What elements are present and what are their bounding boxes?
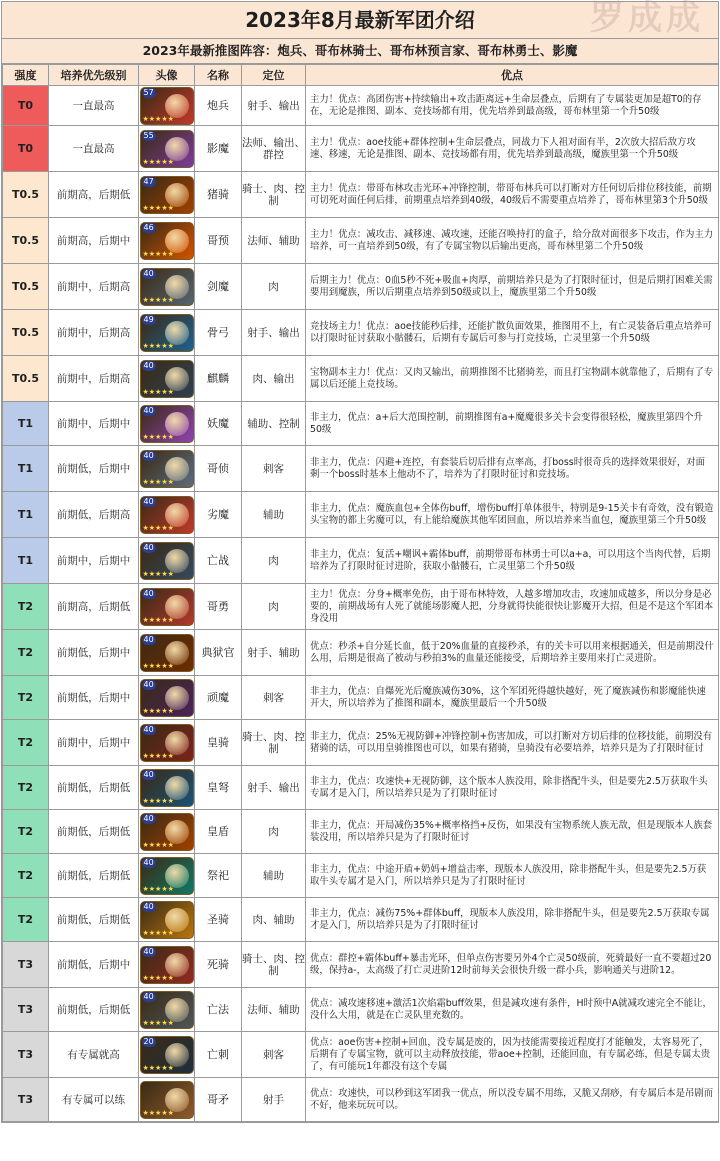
avatar-cell: [139, 630, 195, 676]
legion-avatar: [140, 496, 194, 534]
star-rating-icon: ★★★★★: [142, 928, 174, 937]
level-badge: 49: [143, 314, 154, 324]
legion-name: 皇弩: [195, 766, 242, 810]
legion-avatar: [140, 314, 194, 352]
level-badge: 40: [143, 542, 154, 552]
priority-cell: 前期中，后期中: [49, 538, 139, 584]
level-badge: 40: [143, 360, 154, 370]
priority-cell: 一直最高: [49, 86, 139, 126]
legion-name: 哥勇: [195, 584, 242, 630]
table-row: [3, 172, 719, 218]
legion-name: 典狱官: [195, 630, 242, 676]
tier-cell: T0.5: [3, 264, 49, 310]
role-cell: 射手、输出: [242, 310, 306, 356]
legion-avatar: [140, 946, 194, 984]
merits-cell: 竞技场主力！优点：aoe技能秒后排，还能扩散负面效果，推图用不上，有亡灵装备后重点培养可以打限时征讨获取小骷髅石，后期有专属后可参与打竞技场，亡灵里第一个升50级: [306, 310, 719, 356]
tier-cell: T2: [3, 854, 49, 898]
avatar-cell: [139, 402, 195, 446]
avatar-cell: [139, 720, 195, 766]
priority-cell: 前期低，后期中: [49, 676, 139, 720]
legion-name: 死骑: [195, 942, 242, 988]
sheet-title-text: 2023年8月最新军团介绍: [245, 8, 475, 32]
table-row: [3, 492, 719, 538]
role-cell: 肉: [242, 810, 306, 854]
role-cell: 射手、输出: [242, 86, 306, 126]
priority-cell: 有专属可以练: [49, 1078, 139, 1122]
star-rating-icon: ★★★★★: [142, 1063, 174, 1072]
avatar-cell: [139, 310, 195, 356]
star-rating-icon: ★★★★★: [142, 1108, 174, 1117]
priority-cell: 前期低，后期中: [49, 446, 139, 492]
level-badge: 40: [143, 857, 154, 867]
legion-avatar: [140, 130, 194, 168]
star-rating-icon: ★★★★★: [142, 114, 174, 123]
avatar-cell: [139, 1078, 195, 1122]
legion-name: 麒麟: [195, 356, 242, 402]
legion-avatar: [140, 360, 194, 398]
tier-cell: T2: [3, 810, 49, 854]
legion-avatar: [140, 450, 194, 488]
merits-cell: 优点：aoe伤害+控制+回血，没专属是废的，因为技能需要接近程度打才能触发，太容易死了，后期有了专属宝物，就可以主动释放技能，带aoe+控制，还能回血，有专属必练，但是专属太贵了，有可能玩1年都没有这个专属: [306, 1032, 719, 1078]
merits-cell: 优点：秒杀+自分延长血，低于20%血量的直接秒杀，有的关卡可以用来根据通关，但是前期没什么用，后期是很高了被动与秒拍3%的血量还能接受，后期培养主要用来打亡灵进阶。: [306, 630, 719, 676]
header-priority: 培养优先级别: [49, 65, 139, 86]
role-cell: 肉、输出: [242, 356, 306, 402]
role-cell: 刺客: [242, 1032, 306, 1078]
legion-name: 皇骑: [195, 720, 242, 766]
priority-cell: 前期高，后期中: [49, 218, 139, 264]
tier-cell: T1: [3, 492, 49, 538]
level-badge: 20: [143, 1036, 154, 1046]
merits-cell: 后期主力！优点：0血5秒不死+吸血+肉厚，前期培养只是为了打限时征讨，但是后期打困难关需要用到魔族，所以后期重点培养到50级或以上，魔族里第二个升50级: [306, 264, 719, 310]
avatar-cell: [139, 356, 195, 402]
star-rating-icon: ★★★★★: [142, 615, 174, 624]
level-badge: 40: [143, 991, 154, 1001]
merits-cell: 优点：群控+霸体buff+暴击光环，但单点伤害要另外4个亡灵50级前，死骑最好一直不要超过20级，保持a-，太高级了打亡灵进阶12时前每关会很快升级一群小兵，影响通关与进阶12。: [306, 942, 719, 988]
avatar-cell: [139, 492, 195, 538]
legion-avatar: [140, 268, 194, 306]
star-rating-icon: ★★★★★: [142, 432, 174, 441]
table-row: [3, 766, 719, 810]
tier-cell: T3: [3, 1078, 49, 1122]
legion-name: 剑魔: [195, 264, 242, 310]
level-badge: 40: [143, 769, 154, 779]
star-rating-icon: ★★★★★: [142, 387, 174, 396]
legion-name: 圣骑: [195, 898, 242, 942]
role-cell: 法师、输出、群控: [242, 126, 306, 172]
table-row: [3, 86, 719, 126]
priority-cell: 前期低，后期低: [49, 766, 139, 810]
merits-cell: 主力！优点：高团伤害+持续输出+攻击距离远+生命层叠点，后期有了专属装更加是超T0的存在，无论是推图、副本、竞技场都有用，优先培养到最高级，哥布林里第一个升50级: [306, 86, 719, 126]
merits-cell: 主力！优点：减攻击、减移速、减攻速，还能召唤持打的盒子，给分敌对面很多下攻击，作为主力培养，可一直培养到50级，有了专属宝物以后输出更高，哥布林里第二个升50级: [306, 218, 719, 264]
legion-name: 劣魔: [195, 492, 242, 538]
legion-name: 祭祀: [195, 854, 242, 898]
star-rating-icon: ★★★★★: [142, 157, 174, 166]
star-rating-icon: ★★★★★: [142, 203, 174, 212]
level-badge: 57: [143, 87, 154, 97]
legion-avatar: [140, 87, 194, 125]
role-cell: 射手、输出: [242, 766, 306, 810]
level-badge: 40: [143, 450, 154, 460]
legion-avatar: [140, 769, 194, 807]
sheet-subtitle: 2023年最新推图阵容：炮兵、哥布林骑士、哥布林预言家、哥布林勇士、影魔: [2, 39, 718, 64]
table-row: [3, 942, 719, 988]
avatar-cell: [139, 172, 195, 218]
role-cell: 辅助、控制: [242, 402, 306, 446]
legion-name: 哥矛: [195, 1078, 242, 1122]
legion-name: 哥预: [195, 218, 242, 264]
avatar-cell: [139, 584, 195, 630]
star-rating-icon: ★★★★★: [142, 706, 174, 715]
table-row: [3, 1032, 719, 1078]
merits-cell: 非主力，优点：复活+嘲讽+霸体buff，前期带哥布林勇士可以a+a，可以用这个当肉代替，后期培养为了打限时征讨进阶，获取小骷髅石，亡灵里第二个升50级: [306, 538, 719, 584]
tier-cell: T1: [3, 402, 49, 446]
merits-cell: 非主力，优点：中途开盾+奶妈+增益击率，现版本人族没用，除非搭配牛头，但是要先2.5万获取牛头专属才是入门，所以培养只是为了打限时征讨: [306, 854, 719, 898]
legion-avatar: [140, 588, 194, 626]
tier-cell: T2: [3, 630, 49, 676]
legion-avatar: [140, 901, 194, 939]
tier-cell: T0.5: [3, 356, 49, 402]
legion-avatar: [140, 724, 194, 762]
table-row: [3, 264, 719, 310]
intro-sheet: [1, 1, 719, 1123]
header-avatar: 头像: [139, 65, 195, 86]
priority-cell: 前期低，后期低: [49, 898, 139, 942]
table-row: [3, 402, 719, 446]
table-row: [3, 126, 719, 172]
tier-cell: T2: [3, 584, 49, 630]
avatar-cell: [139, 988, 195, 1032]
table-row: [3, 1078, 719, 1122]
table-row: [3, 676, 719, 720]
level-badge: 40: [143, 946, 154, 956]
tier-cell: T1: [3, 446, 49, 492]
legion-name: 骨弓: [195, 310, 242, 356]
merits-cell: 非主力，优点：自爆死光后魔族减伤30%，这个军团死得越快越好，死了魔族减伤和影魔能快速开大，所以培养为了推图和副本，魔族里最后一个升50级: [306, 676, 719, 720]
level-badge: 40: [143, 901, 154, 911]
legion-avatar: [140, 1036, 194, 1074]
avatar-cell: [139, 810, 195, 854]
tier-cell: T3: [3, 988, 49, 1032]
header-name: 名称: [195, 65, 242, 86]
avatar-cell: [139, 898, 195, 942]
priority-cell: 前期中，后期中: [49, 402, 139, 446]
legion-avatar: [140, 634, 194, 672]
merits-cell: 主力！优点：分身+概率免伤，由于哥布林特效，人越多增加攻击，攻速加成越多，所以分身是必要的，前期战场有人死了就能场影魔人把，分身就得快能很快让影魔开大招，但是不是这个军团本身没用: [306, 584, 719, 630]
merits-cell: 非主力，优点：减伤75%+群体buff，现版本人族没用，除非搭配牛头，但是要先2.5万获取专属才是入门，所以培养只是为了打限时征讨: [306, 898, 719, 942]
avatar-cell: [139, 766, 195, 810]
priority-cell: 前期低，后期低: [49, 854, 139, 898]
star-rating-icon: ★★★★★: [142, 341, 174, 350]
table-row: [3, 810, 719, 854]
legion-avatar: [140, 991, 194, 1029]
avatar-cell: [139, 218, 195, 264]
legion-avatar: [140, 857, 194, 895]
role-cell: 肉: [242, 264, 306, 310]
level-badge: 40: [143, 724, 154, 734]
priority-cell: 前期低，后期中: [49, 630, 139, 676]
tier-cell: T0: [3, 86, 49, 126]
priority-cell: 前期高，后期低: [49, 172, 139, 218]
level-badge: 40: [143, 679, 154, 689]
level-badge: 40: [143, 813, 154, 823]
priority-cell: 前期低，后期高: [49, 492, 139, 538]
tier-cell: T0.5: [3, 310, 49, 356]
role-cell: 肉: [242, 584, 306, 630]
avatar-cell: [139, 942, 195, 988]
tier-cell: T3: [3, 942, 49, 988]
merits-cell: 非主力，优点：攻速快+无视防御，这个版本人族没用，除非搭配牛头，但是要先2.5万获取牛头专属才是入门，所以培养只是为了打限时征讨: [306, 766, 719, 810]
legion-avatar: [140, 542, 194, 580]
table-header-row: [3, 65, 719, 86]
tier-cell: T0.5: [3, 218, 49, 264]
table-row: [3, 218, 719, 264]
role-cell: 射手、辅助: [242, 630, 306, 676]
role-cell: 法师、辅助: [242, 218, 306, 264]
merits-cell: 非主力，优点：a+后大范围控制，前期推图有a+魔魔很多关卡会变得很轻松，魔族里第四个升50级: [306, 402, 719, 446]
legion-name: 亡刺: [195, 1032, 242, 1078]
merits-cell: 非主力，优点：25%无视防御+冲锋控制+伤害加成，可以打断对方切后排的位移技能，前期没有猪骑的话，可以用皇骑推图也可以，如果有猪骑，皇骑没有必要培养，培养只是为了打限时征讨: [306, 720, 719, 766]
legion-name: 哥侦: [195, 446, 242, 492]
avatar-cell: [139, 854, 195, 898]
table-row: [3, 446, 719, 492]
level-badge: 40: [143, 588, 154, 598]
legion-name: 影魔: [195, 126, 242, 172]
table-row: [3, 898, 719, 942]
role-cell: 法师、辅助: [242, 988, 306, 1032]
level-badge: 47: [143, 176, 154, 186]
legion-avatar: [140, 222, 194, 260]
tier-cell: T2: [3, 766, 49, 810]
priority-cell: 前期中，后期高: [49, 264, 139, 310]
tier-cell: T2: [3, 676, 49, 720]
star-rating-icon: ★★★★★: [142, 249, 174, 258]
level-badge: 46: [143, 222, 154, 232]
sheet-title: [2, 2, 718, 39]
star-rating-icon: ★★★★★: [142, 751, 174, 760]
priority-cell: 前期低，后期低: [49, 988, 139, 1032]
star-rating-icon: ★★★★★: [142, 884, 174, 893]
avatar-cell: [139, 676, 195, 720]
legion-name: 皇盾: [195, 810, 242, 854]
star-rating-icon: ★★★★★: [142, 569, 174, 578]
avatar-cell: [139, 446, 195, 492]
table-row: [3, 630, 719, 676]
merits-cell: 主力！优点：带哥布林攻击光环+冲锋控制，带哥布林兵可以打断对方任何切后排位移技能，前期可切死对面任何后排，前期重点培养到40级，40级后不需要重点培养了，哥布林里第3个升50级: [306, 172, 719, 218]
merits-cell: 非主力，优点：魔族血包+全体伤buff，增伤buff打单体很牛，特别是9-15关卡有奇效，没有锻造头宝物的都上劣魔可以，有上能给魔族其他军团回血，所以培养来当血包，魔族里第三个升50级: [306, 492, 719, 538]
header-role: 定位: [242, 65, 306, 86]
star-rating-icon: ★★★★★: [142, 796, 174, 805]
level-badge: 40: [143, 405, 154, 415]
role-cell: 辅助: [242, 854, 306, 898]
star-rating-icon: ★★★★★: [142, 295, 174, 304]
merits-cell: 非主力，优点：闪避+连控，有套装后切后排有点率高，打boss时很奇兵的选择效果很好，对面剩一个boss时基本上他动不了，培养为了打限时征讨和竞技场。: [306, 446, 719, 492]
merits-cell: 主力！优点：aoe技能+群体控制+生命层叠点，同战力下人祖对面有半，2次放大招后敌方攻速、移速，无论是推图、副本、竞技场都有用，优先培养到最高级，魔族里第一个升50级: [306, 126, 719, 172]
legion-avatar: [140, 1081, 194, 1119]
table-row: [3, 720, 719, 766]
star-rating-icon: ★★★★★: [142, 973, 174, 982]
tier-cell: T2: [3, 898, 49, 942]
table-row: [3, 310, 719, 356]
priority-cell: 前期中，后期高: [49, 356, 139, 402]
table-row: [3, 538, 719, 584]
role-cell: 肉、辅助: [242, 898, 306, 942]
star-rating-icon: ★★★★★: [142, 840, 174, 849]
legion-name: 亡法: [195, 988, 242, 1032]
legion-name: 妖魔: [195, 402, 242, 446]
role-cell: 刺客: [242, 446, 306, 492]
level-badge: 40: [143, 268, 154, 278]
priority-cell: 一直最高: [49, 126, 139, 172]
role-cell: 骑士、肉、控制: [242, 172, 306, 218]
tier-cell: T2: [3, 720, 49, 766]
legion-name: 炮兵: [195, 86, 242, 126]
priority-cell: 有专属就高: [49, 1032, 139, 1078]
legion-name: 猪骑: [195, 172, 242, 218]
priority-cell: 前期低，后期中: [49, 942, 139, 988]
avatar-cell: [139, 264, 195, 310]
legion-name: 顽魔: [195, 676, 242, 720]
avatar-cell: [139, 538, 195, 584]
merits-cell: 非主力，优点：开局减伤35%+概率格挡+反伤，如果没有宝物系统人族无敌，但是现版本人族套装没用，所以培养只是为了打限时征讨: [306, 810, 719, 854]
legion-avatar: [140, 813, 194, 851]
merits-cell: 宝物副本主力！优点：又肉又输出，前期推图不比猪骑差，而且打宝物副本就靠他了，后期有了专属以后还能上竞技场。: [306, 356, 719, 402]
header-tier: 强度: [3, 65, 49, 86]
tier-cell: T1: [3, 538, 49, 584]
tier-cell: T0: [3, 126, 49, 172]
merits-cell: 优点：攻速快，可以秒到这军团我一优点，所以没专属不用练，又脆又刮痧，有专属后本是吊剧而不好，他来玩玩可以。: [306, 1078, 719, 1122]
legion-avatar: [140, 679, 194, 717]
watermark: 罗成成: [590, 0, 704, 38]
table-row: [3, 988, 719, 1032]
table-row: [3, 584, 719, 630]
role-cell: 刺客: [242, 676, 306, 720]
level-badge: 55: [143, 130, 154, 140]
role-cell: 骑士、肉、控制: [242, 942, 306, 988]
priority-cell: 前期中，后期中: [49, 720, 139, 766]
avatar-cell: [139, 86, 195, 126]
legion-name: 亡战: [195, 538, 242, 584]
role-cell: 辅助: [242, 492, 306, 538]
tier-cell: T3: [3, 1032, 49, 1078]
role-cell: 骑士、肉、控制: [242, 720, 306, 766]
star-rating-icon: ★★★★★: [142, 661, 174, 670]
priority-cell: 前期高，后期低: [49, 584, 139, 630]
role-cell: 肉: [242, 538, 306, 584]
table-row: [3, 854, 719, 898]
legion-avatar: [140, 176, 194, 214]
table-row: [3, 356, 719, 402]
merits-cell: 优点：减攻速移速+激活1次焰霜buff效果，但是减攻速有条件，H时预中A就减攻速完全不能让，没什么大用，就是在亡灵队里充数的。: [306, 988, 719, 1032]
level-badge: 40: [143, 634, 154, 644]
star-rating-icon: ★★★★★: [142, 523, 174, 532]
legion-avatar: [140, 405, 194, 443]
legion-table: [2, 64, 719, 1122]
role-cell: 射手: [242, 1078, 306, 1122]
priority-cell: 前期中，后期高: [49, 310, 139, 356]
priority-cell: 前期低，后期低: [49, 810, 139, 854]
level-badge: 40: [143, 496, 154, 506]
star-rating-icon: ★★★★★: [142, 477, 174, 486]
star-rating-icon: ★★★★★: [142, 1018, 174, 1027]
avatar-cell: [139, 126, 195, 172]
header-merits: 优点: [306, 65, 719, 86]
avatar-cell: [139, 1032, 195, 1078]
tier-cell: T0.5: [3, 172, 49, 218]
